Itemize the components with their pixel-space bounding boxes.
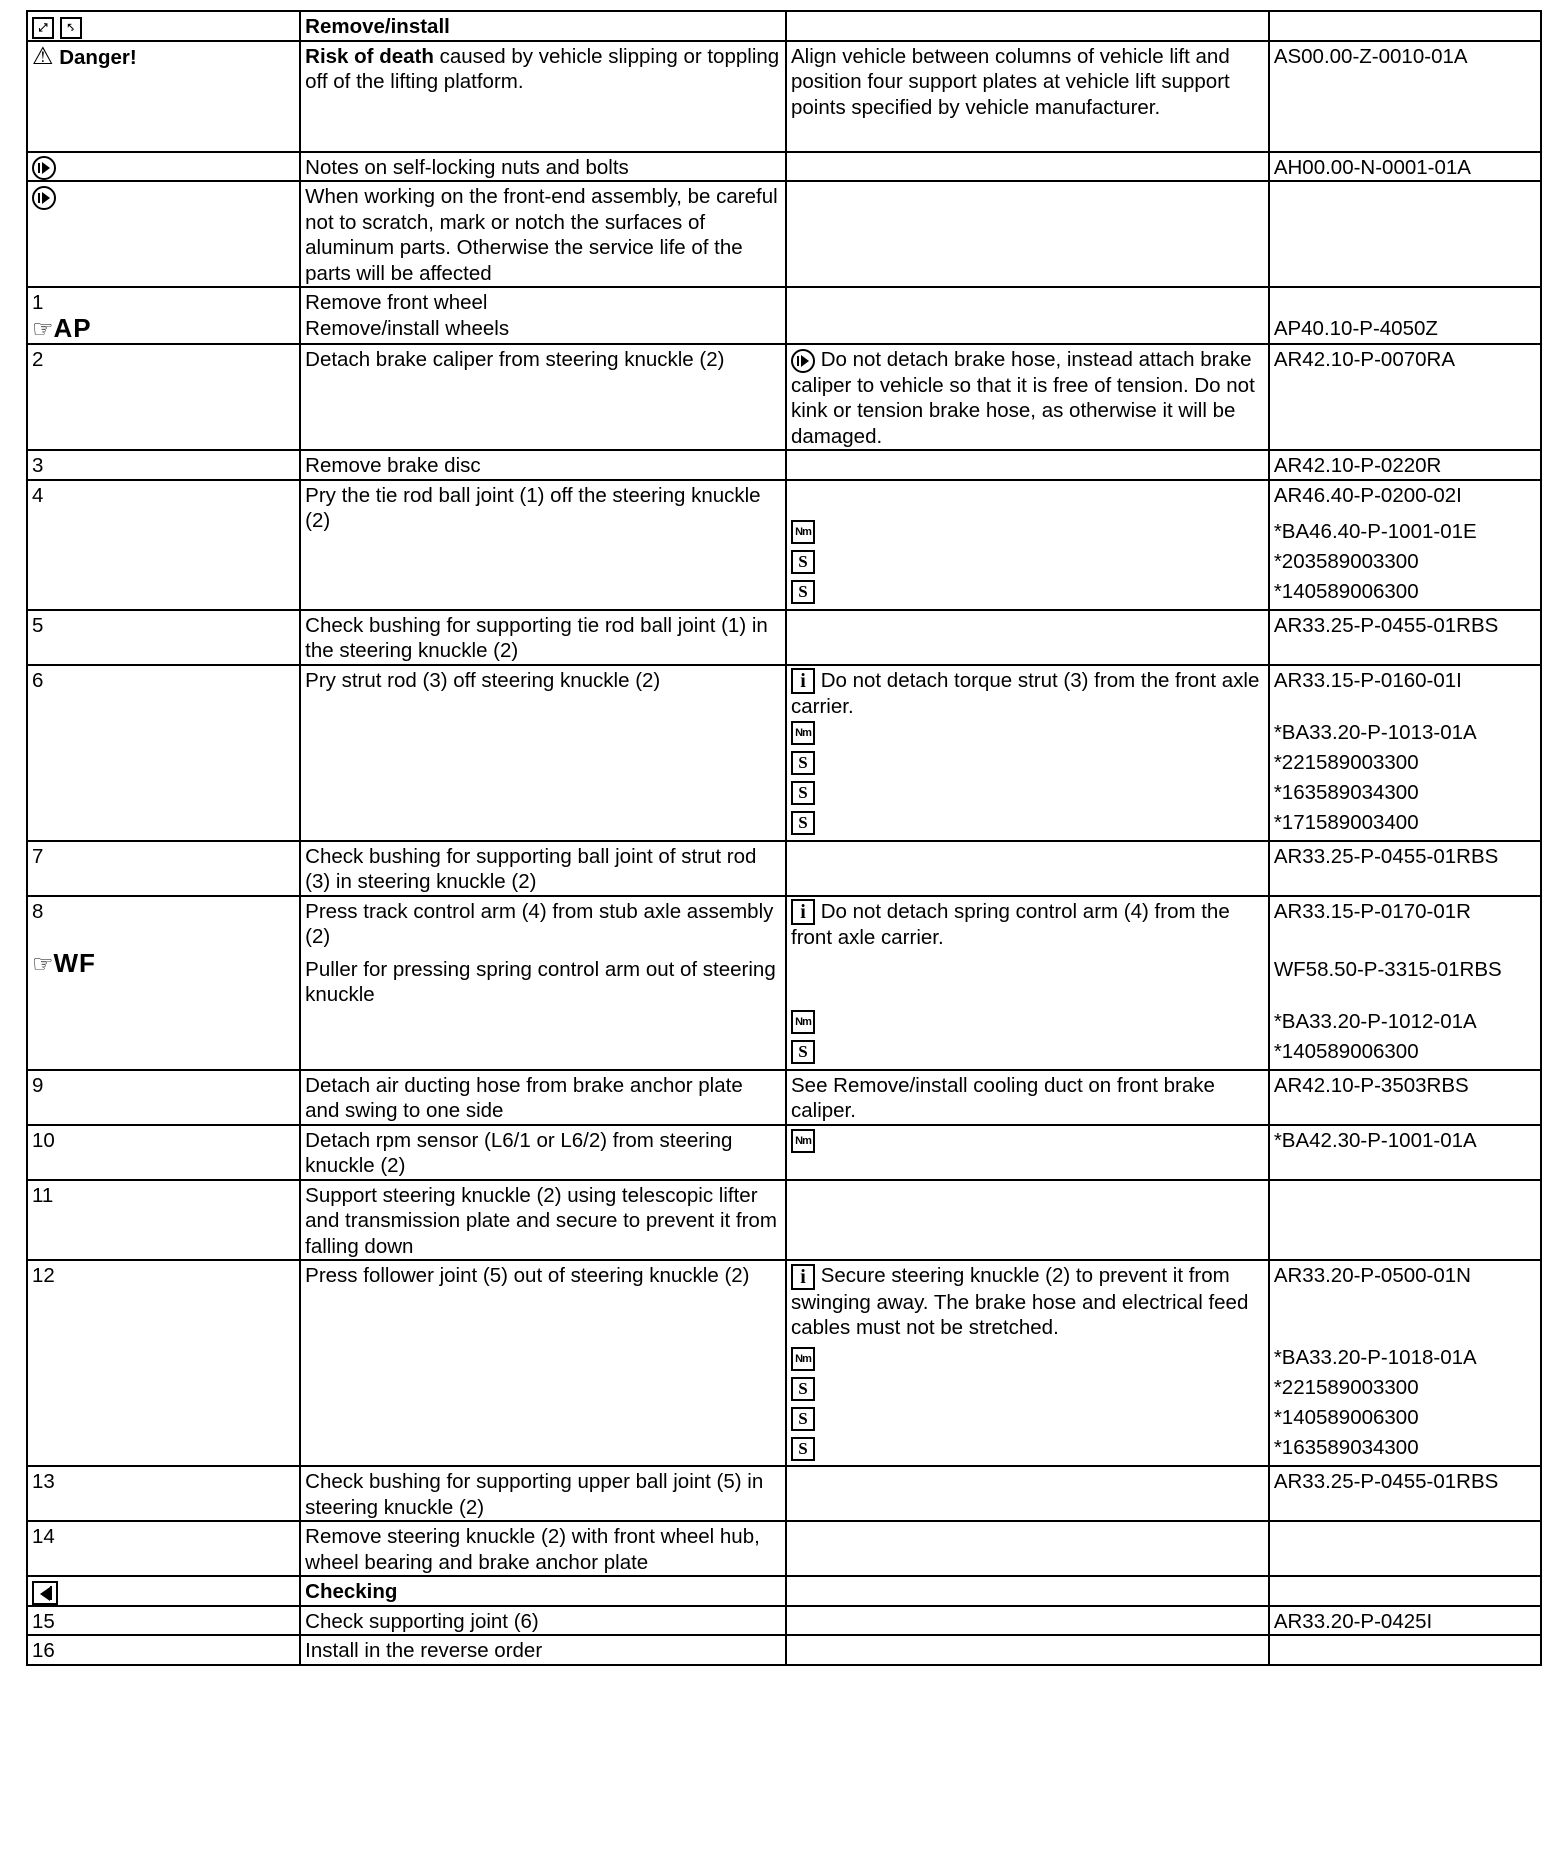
reference-ap bbox=[32, 312, 295, 344]
special-tool-icon: S bbox=[791, 811, 815, 835]
step-number: 4 bbox=[27, 480, 300, 610]
step-number: 7 bbox=[27, 841, 300, 896]
expand-icon[interactable]: ⤢ bbox=[32, 17, 54, 39]
step-text: Remove steering knuckle (2) with front wheel hub, wheel bearing and brake anchor plate bbox=[300, 1521, 786, 1576]
note-icon bbox=[32, 186, 56, 210]
step-number: 15 bbox=[27, 1606, 300, 1636]
note-text: When working on the front-end assembly, be careful not to scratch, mark or notch the surfaces of aluminum parts. Otherwise the service life of the parts will be affected bbox=[300, 181, 786, 287]
checking-label: Checking bbox=[300, 1576, 786, 1606]
step-number: 2 bbox=[27, 344, 300, 450]
tool-number[interactable]: *163589034300 bbox=[1273, 780, 1419, 804]
torque-icon: Nm bbox=[791, 1347, 815, 1371]
risk-bold: Risk of death bbox=[305, 44, 434, 68]
special-tool-icon: S bbox=[791, 1040, 815, 1064]
doc-link[interactable]: AR33.20-P-0500-01N bbox=[1273, 1264, 1471, 1288]
tool-number[interactable]: *171589003400 bbox=[1273, 810, 1419, 834]
step-row bbox=[27, 344, 1541, 450]
torque-doc-link[interactable]: *BA33.20-P-1013-01A bbox=[1273, 720, 1477, 744]
step-text: Detach air ducting hose from brake anchor plate and swing to one side bbox=[300, 1070, 786, 1125]
reference-wf bbox=[32, 947, 295, 979]
doc-link[interactable]: AR33.25-P-0455-01RBS bbox=[1269, 841, 1541, 896]
torque-icon: Nm bbox=[791, 1129, 815, 1153]
step-row bbox=[27, 1180, 1541, 1261]
doc-link[interactable]: AP40.10-P-4050Z bbox=[1273, 316, 1438, 340]
special-tool-icon: S bbox=[791, 550, 815, 574]
step-row bbox=[27, 665, 1541, 841]
special-tool-icon: S bbox=[791, 781, 815, 805]
reference-label: AP bbox=[53, 312, 92, 343]
note-text: Notes on self-locking nuts and bolts bbox=[300, 152, 786, 182]
step-subtext: Puller for pressing spring control arm out of steering knuckle bbox=[305, 957, 776, 1007]
note-icon bbox=[32, 156, 56, 180]
doc-link[interactable]: AR33.25-P-0455-01RBS bbox=[1269, 1466, 1541, 1521]
step-number: 8 bbox=[32, 899, 44, 923]
special-tool-icon: S bbox=[791, 1377, 815, 1401]
step-row bbox=[27, 841, 1541, 896]
step-row bbox=[27, 896, 1541, 1070]
special-tool-icon: S bbox=[791, 751, 815, 775]
step-text: Support steering knuckle (2) using telescopic lifter and transmission plate and secure to prevent it from falling down bbox=[300, 1180, 786, 1261]
doc-link[interactable]: AR33.25-P-0455-01RBS bbox=[1269, 610, 1541, 665]
tool-number[interactable]: *203589003300 bbox=[1273, 549, 1419, 573]
step-number: 14 bbox=[27, 1521, 300, 1576]
step-note: See Remove/install cooling duct on front brake caliper. bbox=[786, 1070, 1269, 1125]
special-tool-icon: S bbox=[791, 1407, 815, 1431]
checking-row bbox=[27, 1576, 1541, 1606]
step-text: Install in the reverse order bbox=[300, 1635, 786, 1665]
collapse-icon[interactable]: ⤣ bbox=[60, 17, 82, 39]
step-row bbox=[27, 610, 1541, 665]
step-text: Press follower joint (5) out of steering knuckle (2) bbox=[300, 1260, 786, 1466]
back-arrow-icon bbox=[32, 1581, 58, 1605]
note-row bbox=[27, 152, 1541, 182]
step-text: Check bushing for supporting tie rod ball joint (1) in the steering knuckle (2) bbox=[300, 610, 786, 665]
doc-link[interactable]: AR33.15-P-0160-01I bbox=[1273, 668, 1462, 692]
special-tool-icon: S bbox=[791, 1437, 815, 1461]
doc-link[interactable]: AR42.10-P-0220R bbox=[1269, 450, 1541, 480]
step-text: Check bushing for supporting ball joint of strut rod (3) in steering knuckle (2) bbox=[300, 841, 786, 896]
header-row bbox=[27, 11, 1541, 41]
torque-doc-link[interactable]: *BA33.20-P-1018-01A bbox=[1273, 1346, 1477, 1370]
torque-icon: Nm bbox=[791, 721, 815, 745]
step-number: 1 bbox=[32, 291, 44, 315]
risk-text: caused by vehicle slipping or toppling off of the lifting platform. bbox=[305, 44, 780, 93]
step-row bbox=[27, 1070, 1541, 1125]
note-doc-link[interactable]: AH00.00-N-0001-01A bbox=[1269, 152, 1541, 182]
note-row bbox=[27, 181, 1541, 287]
step-text: Check bushing for supporting upper ball joint (5) in steering knuckle (2) bbox=[300, 1466, 786, 1521]
torque-icon: Nm bbox=[791, 520, 815, 544]
step-row bbox=[27, 1521, 1541, 1576]
step-note: Secure steering knuckle (2) to prevent it from swinging away. The brake hose and electrical feed cables must not be stretched. bbox=[791, 1264, 1249, 1340]
step-text: Detach brake caliper from steering knuckle (2) bbox=[300, 344, 786, 450]
danger-label: Danger! bbox=[59, 45, 137, 69]
step-subtext: Remove/install wheels bbox=[305, 316, 510, 340]
step-note: Do not detach torque strut (3) from the front axle carrier. bbox=[791, 668, 1260, 719]
tool-number[interactable]: *140589006300 bbox=[1273, 1406, 1419, 1430]
danger-doc-link[interactable]: AS00.00-Z-0010-01A bbox=[1269, 41, 1541, 152]
info-icon: i bbox=[791, 899, 815, 925]
step-text: Detach rpm sensor (L6/1 or L6/2) from steering knuckle (2) bbox=[300, 1125, 786, 1180]
danger-measure: Align vehicle between columns of vehicle lift and position four support plates at vehicle lift support points specified by vehicle manufacturer. bbox=[786, 41, 1269, 152]
step-text: Check supporting joint (6) bbox=[300, 1606, 786, 1636]
pointing-hand-icon: ☞ bbox=[32, 950, 54, 978]
step-number: 3 bbox=[27, 450, 300, 480]
warning-triangle-icon: ⚠ bbox=[32, 42, 54, 70]
torque-doc-link[interactable]: *BA46.40-P-1001-01E bbox=[1273, 519, 1477, 543]
tool-number[interactable]: *140589006300 bbox=[1273, 579, 1419, 603]
step-row bbox=[27, 1466, 1541, 1521]
tool-number[interactable]: *140589006300 bbox=[1273, 1039, 1419, 1063]
step-number: 16 bbox=[27, 1635, 300, 1665]
section-title: Remove/install bbox=[300, 11, 786, 41]
step-note: Do not detach brake hose, instead attach brake caliper to vehicle so that it is free of tension. Do not kink or tension brake hose, as otherwise it will be damaged. bbox=[791, 348, 1255, 448]
step-row bbox=[27, 1125, 1541, 1180]
step-number: 6 bbox=[27, 665, 300, 841]
step-row bbox=[27, 450, 1541, 480]
step-row bbox=[27, 287, 1541, 344]
doc-link[interactable]: WF58.50-P-3315-01RBS bbox=[1273, 957, 1502, 981]
danger-row bbox=[27, 41, 1541, 152]
torque-icon: Nm bbox=[791, 1010, 815, 1034]
step-number: 12 bbox=[27, 1260, 300, 1466]
tool-number[interactable]: *221589003300 bbox=[1273, 1376, 1419, 1400]
info-icon: i bbox=[791, 1264, 815, 1290]
special-tool-icon: S bbox=[791, 580, 815, 604]
step-text: Pry the tie rod ball joint (1) off the steering knuckle (2) bbox=[300, 480, 786, 610]
step-text: Pry strut rod (3) off steering knuckle (2) bbox=[300, 665, 786, 841]
tool-number[interactable]: *163589034300 bbox=[1273, 1436, 1419, 1460]
step-number: 13 bbox=[27, 1466, 300, 1521]
torque-doc-link[interactable]: *BA33.20-P-1012-01A bbox=[1273, 1009, 1477, 1033]
doc-link[interactable]: AR42.10-P-0070RA bbox=[1269, 344, 1541, 450]
step-number: 10 bbox=[27, 1125, 300, 1180]
doc-link[interactable]: AR33.15-P-0170-01R bbox=[1273, 899, 1471, 923]
procedure-table bbox=[26, 10, 1542, 1666]
step-text: Press track control arm (4) from stub axle assembly (2) bbox=[305, 899, 774, 949]
step-row bbox=[27, 1260, 1541, 1466]
tool-number[interactable]: *221589003300 bbox=[1273, 750, 1419, 774]
step-number: 11 bbox=[27, 1180, 300, 1261]
step-note: Do not detach spring control arm (4) from the front axle carrier. bbox=[791, 899, 1230, 950]
note-icon bbox=[791, 349, 815, 373]
step-text: Remove brake disc bbox=[300, 450, 786, 480]
step-row bbox=[27, 1635, 1541, 1665]
info-icon: i bbox=[791, 668, 815, 694]
step-text: Remove front wheel bbox=[305, 291, 488, 315]
step-number: 5 bbox=[27, 610, 300, 665]
reference-label: WF bbox=[53, 947, 96, 978]
step-number: 9 bbox=[27, 1070, 300, 1125]
doc-link[interactable]: AR46.40-P-0200-02I bbox=[1273, 483, 1462, 507]
step-row bbox=[27, 480, 1541, 610]
torque-doc-link[interactable]: *BA42.30-P-1001-01A bbox=[1269, 1125, 1541, 1180]
step-row bbox=[27, 1606, 1541, 1636]
doc-link[interactable]: AR42.10-P-3503RBS bbox=[1269, 1070, 1541, 1125]
pointing-hand-icon: ☞ bbox=[32, 315, 54, 343]
doc-link[interactable]: AR33.20-P-0425I bbox=[1269, 1606, 1541, 1636]
